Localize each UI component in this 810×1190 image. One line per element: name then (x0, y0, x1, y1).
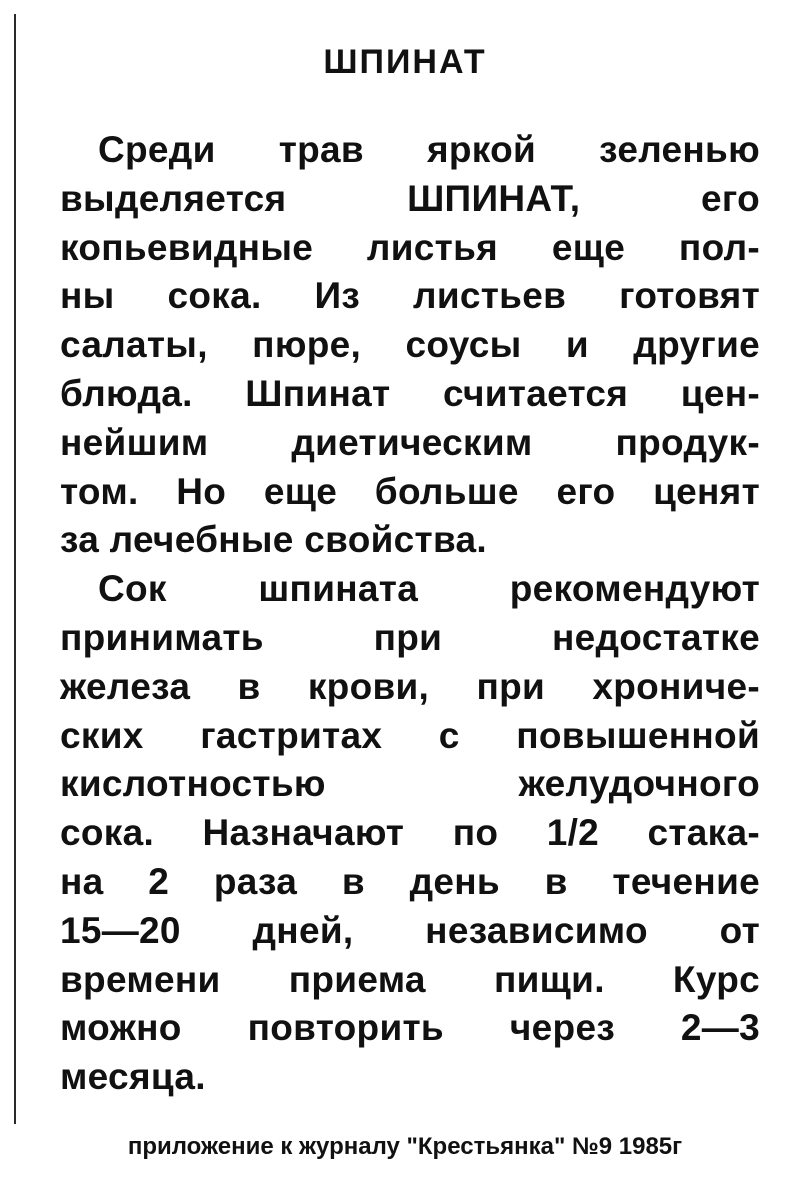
text-line: ны сока. Из листьев готовят (60, 275, 760, 317)
text-line: кислотностью желудочного (60, 763, 760, 805)
text-line: салаты, пюре, соусы и другие (60, 324, 760, 366)
text-line: ских гастритах с повышенной (60, 714, 760, 756)
text-line: Среди трав яркой зеленью (98, 129, 760, 170)
text-line: копьевидные листья еще пол- (60, 226, 760, 268)
article-body (60, 126, 760, 1102)
text-line: времени приема пищи. Курс (60, 958, 760, 1000)
text-line: том. Но еще больше его ценят (60, 470, 760, 512)
text-line: принимать при недостатке (60, 616, 760, 658)
paragraph-2 (60, 565, 760, 1102)
paragraph-1 (60, 126, 760, 565)
page-title: ШПИНАТ (323, 43, 487, 81)
text-line: можно повторить через 2—3 (60, 1007, 760, 1049)
text-line: за лечебные свойства. (60, 519, 487, 561)
text-line: выделяется ШПИНАТ, его (60, 177, 760, 219)
text-line: 15—20 дней, независимо от (60, 909, 760, 951)
text-line: сока. Назначают по 1/2 стака- (60, 812, 760, 854)
text-line: месяца. (60, 1056, 206, 1098)
text-line: нейшим диетическим продук- (60, 421, 760, 463)
text-line: блюда. Шпинат считается цен- (60, 372, 760, 414)
text-line: на 2 раза в день в течение (60, 860, 760, 902)
source-caption: приложение к журналу "Крестьянка" №9 1985г (127, 1133, 683, 1160)
text-line: железа в крови, при хрониче- (60, 665, 760, 707)
text-line: Сок шпината рекомендуют (98, 568, 760, 610)
